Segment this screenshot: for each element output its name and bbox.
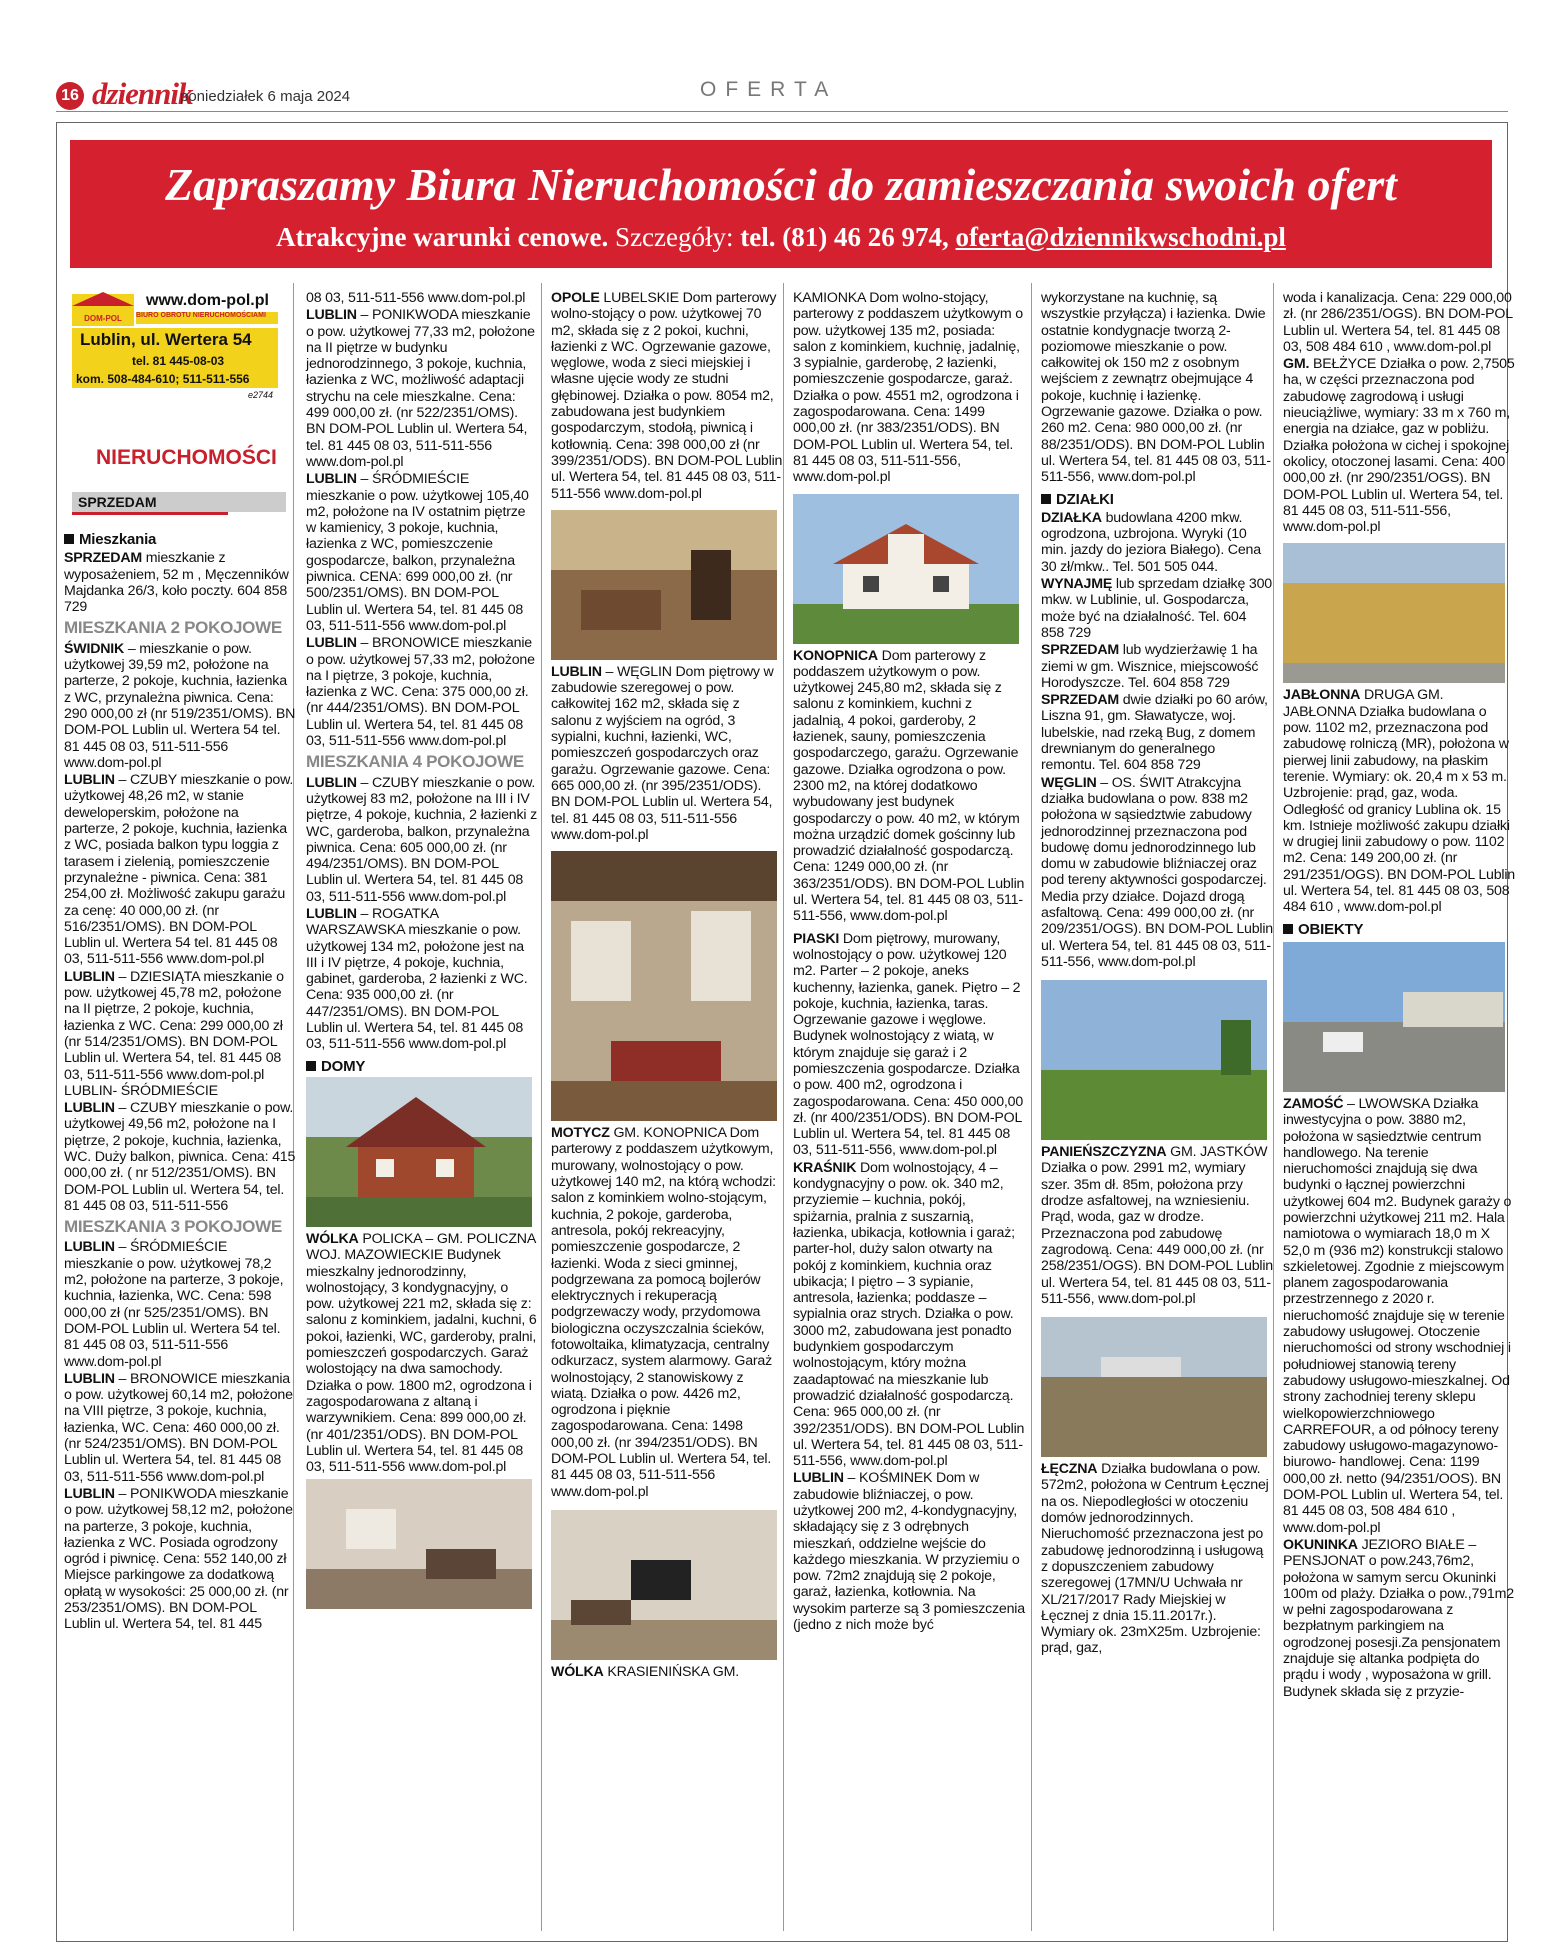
section-title: OFERTA — [700, 78, 838, 101]
listing: LUBLIN – KOŚMINEK Dom w zabudowie bliźniaczej, o pow. użytkowej 200 m2, 4-kondygnacyjny, składający się z 3 odrębnych mieszkań, oddzielne wejście do każdego mieszkania. W przyziemiu o pow. 72m2 znajdują się 2 pokoje, garaż, łazienka, kotłownia. Na wysokim parterze są 3 pomieszczenia (jedno z nich może być — [793, 1470, 1025, 1634]
roof-icon — [72, 292, 134, 306]
header-rule — [56, 111, 1508, 112]
subcategory-heading: MIESZKANIA 3 POKOJOWE — [64, 1217, 282, 1237]
ad-code: e2744 — [248, 390, 274, 400]
listing: ŁĘCZNA Działka budowlana o pow. 572m2, położona w Centrum Łęcznej na os. Niepodległości w otoczeniu domów jednorodzinnych. Nieruchomość przeznaczona jest po zabudowę jednorodzinną i usługową z dopuszczeniem zabudowy szeregowej (17MN/U Uchwała nr XL/217/2017 Rady Miejskiej w Łęcznej z dnia 15.11.2017r.). Wymiary ok. 23mX25m. Uzbrojenie: prąd, gaz, — [1041, 1461, 1269, 1657]
listing: LUBLIN – PONIKWODA mieszkanie o pow. użytkowej 58,12 m2, położone na parterze, 3 pokoje, kuchnia, łazienka z WC. Posiada ogrodzony ogród i piwnicę. Cena: 552 140,00 zł Miejsce parkingowe za dodatkową opłatą w wysokości: 25 000,00 zł. (nr 253/2351/OMS). BN DOM-POL Lublin ul. Wertera 54, tel. 81 445 — [64, 1485, 293, 1633]
salon-photo — [551, 1510, 777, 1660]
ad-tagline: BIURO OBROTU NIERUCHOMOŚCIAMI — [136, 312, 278, 324]
column-2 — [306, 290, 538, 1609]
column-6 — [1283, 290, 1515, 1701]
listing: GM. BEŁŻYCE Działka o pow. 2,7505 ha, w części przeznaczona pod zabudowę zagrodową i usługi nieuciążliwe, wymiary: 33 m x 760 m, energia na działce, gaz w pobliżu. Działka położona w cichej i spokojnej okolicy, otoczonej lasami. Cena: 400 000,00 zł. (nr 290/2351/OGS). BN DOM-POL Lublin ul. Wertera 54, tel. 81 445 08 03, 511-511-556, www.dom-pol.pl — [1283, 356, 1515, 536]
listing: wykorzystane na kuchnię, są wszystkie przyłącza) i łazienka. Dwie ostatnie kondygnacje tworzą 2-poziomowe mieszkanie o pow. całkowitej ok 150 m2 z osobnym wejściem z zewnątrz obejmujące 4 pokoje, kuchnię i łazienkę. Ogrzewanie gazowe. Działka o pow. 260 m2. Cena: 980 000,00 zł. (nr 88/2351/ODS). BN DOM-POL Lublin ul. Wertera 54, tel. 81 445 08 03, 511-511-556, www.dom-pol.pl — [1041, 290, 1271, 486]
ad-brand: DOM-POL — [84, 314, 122, 323]
listing: KRAŚNIK Dom wolnostojący, 4 – kondygnacyjny o pow. ok. 340 m2, przyziemie – kuchnia, pokój, spiżarnia, pralnia z suszarnią, łazienka, ubikacja, kotłownia i garaż; parter-hol, duży salon otwarty na pokój z kominkiem, kuchnia oraz ubikacja; I piętro – 3 sypianie, antresola, łazienka; poddasze – sypialnia oraz strych. Działka o pow. 3000 m2, zabudowana jest ponadto budynkiem gospodarczym wolnostojącym, który można zaadaptować na mieszkanie lub prowadzić działalność gospodarczą. Cena: 965 000,00 zł. (nr 392/2351/ODS). BN DOM-POL Lublin ul. Wertera 54, tel. 81 445 08 03, 511-511-556, www.dom-pol.pl — [793, 1159, 1025, 1470]
subcategory-heading: Mieszkania — [64, 532, 296, 548]
banner-title: Zapraszamy Biura Nieruchomości do zamieszczania swoich ofert — [165, 159, 1397, 210]
listing: WÓLKA POLICKA – GM. POLICZNA WOJ. MAZOWIECKIE Budynek mieszkalny jednorodzinny, wolnostojący, 3 kondygnacyjny, o pow. użytkowej 221 m2, składa się z: salonu z kominkiem, jadalni, kuchni, 6 pokoi, łazienki, WC, garderoby, pralni, pomieszczeń gospodarczych. Garaż wolostojący na dwa samochody. Działka o pow. 1800 m2, ogrodzona i zagospodarowana z altaną i warzywnikiem. Cena: 899 000,00 zł. (nr 401/2351/ODS). BN DOM-POL Lublin ul. Wertera 54, tel. 81 445 08 03, 511-511-556 www.dom-pol.pl — [306, 1230, 537, 1476]
listing: JABŁONNA DRUGA GM. JABŁONNA Działka budowlana o pow. 1102 m2, przeznaczona pod zabudowę rolniczą (MR), położona w pierwej linii zabudowy, na płaskim terenie. Wymiary: ok. 20,4 m x 53 m. Uzbrojenie: prąd, gaz, woda. Odległość od granicy Lublina ok. 15 km. Istnieje możliwość zakupu działki w drugiej linii zabudowy o pow. 1102 m2. Cena: 149 200,00 zł. (nr 291/2351/OGS). BN DOM-POL Lublin ul. Wertera 54, tel. 81 445 08 03, 508 484 610 , www.dom-pol.pl — [1283, 687, 1516, 916]
banner-plain: Szczegóły: — [615, 222, 734, 252]
listing: SPRZEDAM mieszkanie z wyposażeniem, 52 m , Męczenników Majdanka 26/3, koło poczty. 604 858 729 — [64, 550, 289, 616]
interior-photo — [306, 1479, 532, 1609]
listing: LUBLIN – ŚRÓDMIEŚCIE mieszkanie o pow. użytkowej 78,2 m2, położone na parterze, 3 pokoje, kuchnia, łazienka, WC. Cena: 598 000,00 zł (nr 525/2351/OMS). BN DOM-POL Lublin ul. Wertera 54 tel. 81 445 08 03, 511-511-556 www.dom-pol.pl — [64, 1239, 284, 1370]
subcategory-heading: DZIAŁKI — [1041, 492, 1273, 508]
listing: woda i kanalizacja. Cena: 229 000,00 zł. (nr 286/2351/OGS). BN DOM-POL Lublin ul. Wertera 54, tel. 81 445 08 03, 508 484 610 , www.dom-pol.pl — [1283, 290, 1513, 355]
house-photo — [306, 1077, 532, 1227]
promo-banner — [70, 140, 1492, 268]
listing: KONOPNICA Dom parterowy z poddaszem użytkowym o pow. użytkowej 245,80 m2, składa się z salonu z kominkiem, kuchni z jadalnią, 4 pokoi, garderoby, 2 łazienek, sauny, pomieszczenia gospodarczego, garażu. Ogrzewanie gazowe. Działka ogrodzona o pow. 2300 m2, na której dodatkowo wybudowany jest budynek gospodarczy o pow. 40 m2, w którym można urządzić domek gościnny lub prowadzić działalność gospodarczą. Cena: 1249 000,00 zł. (nr 363/2351/ODS). BN DOM-POL Lublin ul. Wertera 54, tel. 81 445 08 03, 511-511-556, www.dom-pol.pl — [793, 647, 1025, 925]
listing: DZIAŁKA budowlana 4200 mkw. ogrodzona, uzbrojona. Wyryki (10 min. jazdy do jeziora Białego). Cena 30 zł/mkw.. Tel. 501 505 044. — [1041, 509, 1261, 575]
villa-photo — [793, 494, 1019, 644]
subcategory-heading: DOMY — [306, 1059, 538, 1075]
issue-date: poniedziałek 6 maja 2024 — [180, 88, 351, 105]
subcategory-heading: MIESZKANIA 4 POKOJOWE — [306, 752, 524, 772]
listing: ŚWIDNIK – mieszkanie o pow. użytkowej 39,59 m2, położone na parterze, 2 pokoje, kuchnia, łazienka z WC, przynależna piwnica. Cena: 290 000,00 zł (nr 519/2351/OMS). BN DOM-POL Lublin ul. Wertera 54 tel. 81 445 08 03, 511-511-556 www.dom-pol.pl — [64, 640, 296, 771]
column-1 — [64, 526, 296, 1634]
banner-email-link[interactable]: oferta@dziennikwschodni.pl — [955, 222, 1286, 252]
listing: LUBLIN – DZIESIĄTA mieszkanie o pow. użytkowej 45,78 m2, położone na II piętrze, 2 pokoje, kuchnia, łazienka z WC. Cena: 299 000,00 zł (nr 514/2351/OMS). BN DOM-POL Lublin ul. Wertera 54, tel. 81 445 08 03, 511-511-556 www.dom-pol.pl LUBLIN- ŚRÓDMIEŚCIE — [64, 968, 284, 1099]
subcategory-heading: MIESZKANIA 2 POKOJOWE — [64, 618, 282, 638]
listing: LUBLIN – CZUBY mieszkanie o pow. użytkowej 83 m2, położone na III i IV piętrze, 4 pokoje, kuchnia, 2 łazienki z WC, garderoba, balkon, przynależna piwnica. Cena: 605 000,00 zł. (nr 494/2351/OMS). BN DOM-POL Lublin ul. Wertera 54, tel. 81 445 08 03, 511-511-556 www.dom-pol.pl — [306, 774, 537, 905]
listing: LUBLIN – BRONOWICE mieszkania o pow. użytkowej 60,14 m2, położone na VIII piętrze, 3 pokoje, kuchnia, łazienka, WC. Cena: 460 000,00 zł. (nr 524/2351/OMS). BN DOM-POL Lublin ul. Wertera 54, tel. 81 445 08 03, 511-511-556 www.dom-pol.pl — [64, 1370, 293, 1485]
listing: LUBLIN – CZUBY mieszkanie o pow. użytkowej 49,56 m2, położone na I piętrze, 2 pokoje, kuchnia, łazienka, WC. Duży balkon, piwnica. Cena: 415 000,00 zł. ( nr 512/2351/OMS). BN DOM-POL Lublin ul. Wertera 54, tel. 81 445 08 03, 511-511-556 — [64, 1100, 296, 1214]
listing: OKUNINKA JEZIORO BIAŁE – PENSJONAT o pow.243,76m2, położona w samym sercu Okuninki 100m od plaży. Działka o pow.,791m2 w pełni zagospodarowana z bezpłatnym parkingiem na ogrodzonej posesji.Za pensjonatem znajduje się altanka podpięta do prądu i wody , wyposażona w grill. Budynek składa się z przyzie- — [1283, 1536, 1514, 1700]
column-divider — [1031, 283, 1032, 1931]
listing: PANIEŃSZCZYZNA GM. JASTKÓW Działka o pow. 2991 m2, wymiary szer. 35m dł. 85m, położona przy drodze asfaltowej, na wzniesieniu. Prąd, woda, gaz w drodze. Przeznaczona pod zabudowę zagrodową. Cena: 449 000,00 zł. (nr 258/2351/OGS). BN DOM-POL Lublin ul. Wertera 54, tel. 81 445 08 03, 511-511-556, www.dom-pol.pl — [1041, 1144, 1274, 1307]
listing: OPOLE LUBELSKIE Dom parterowy wolno-stojący o pow. użytkowej 70 m2, składa się z 2 pokoi, kuchni, łazienki z WC. Ogrzewanie gazowe, węglowe, woda z sieci miejskiej i własne ujęcie wody ze studni głębinowej. Działka o pow. 8054 m2, zabudowana jest budynkiem gospodarczym, stodołą, piwnicą i kotłownią. Cena: 398 000,00 zł (nr 399/2351/ODS). BN DOM-POL Lublin ul. Wertera 54, tel. 81 445 08 03, 511-511-556 www.dom-pol.pl — [551, 290, 783, 502]
listing: MOTYCZ GM. KONOPNICA Dom parterowy z poddaszem użytkowym, murowany, wolnostojący o pow. użytkowej 140 m2, na którą wchodzi: salon z kominkiem wolno-stojącym, kuchnia, 2 pokoje, garderoba, antresola, pokój rekreacyjny, pomieszczenie gospodarcze, 2 łazienki. Woda z sieci gminnej, podgrzewana za pomocą bojlerów elektrycznych i rekuperacją podgrzewaczy wody, przydomowa biologiczna oczyszczalnia ścieków, fotowoltaika, klimatyzacja, centralny odkurzacz, system alarmowy. Garaż wolnostojący, 2 stanowiskowy z wiatą. Działka o pow. 4426 m2, ogrodzona i pięknie zagospodarowana. Cena: 1498 000,00 zł. (nr 394/2351/ODS). BN DOM-POL Lublin ul. Wertera 54, tel. 81 445 08 03, 511-511-556 www.dom-pol.pl — [551, 1125, 776, 1500]
listing: LUBLIN – BRONOWICE mieszkanie o pow. użytkowej 57,33 m2, położone na I piętrze, 3 pokoje, kuchnia, łazienka z WC. Cena: 375 000,00 zł. (nr 444/2351/OMS). BN DOM-POL Lublin ul. Wertera 54, tel. 81 445 08 03, 511-511-556 www.dom-pol.pl — [306, 635, 535, 750]
field-photo — [1041, 980, 1267, 1140]
open-space-photo — [551, 851, 777, 1121]
sprzedam-header: SPRZEDAM — [72, 492, 286, 512]
listing: KAMIONKA Dom wolno-stojący, parterowy z poddaszem użytkowym o pow. użytkowej 135 m2, posiada: salon z kominkiem, kuchnię, jadalnię, 3 sypialnie, garderobę, 2 łazienki, pomieszczenie gospodarcze, garaż. Działka o pow. 4551 m2, ogrodzona i zagospodarowana. Cena: 1499 000,00 zł. (nr 383/2351/ODS). BN DOM-POL Lublin ul. Wertera 54, tel. 81 445 08 03, 511-511-556, www.dom-pol.pl — [793, 290, 1023, 486]
column-4 — [793, 290, 1025, 1634]
listing: LUBLIN – ŚRÓDMIEŚCIE mieszkanie o pow. użytkowej 105,40 m2, położone na IV ostatnim piętrze w kamienicy, 3 pokoje, kuchnia, łazienka z WC, pomieszczenie gospodarcze, balkon, przynależna piwnica. CENA: 699 000,00 zł. (nr 500/2351/OMS). BN DOM-POL Lublin ul. Wertera 54, tel. 81 445 08 03, 511-511-556 www.dom-pol.pl — [306, 471, 529, 634]
listing: LUBLIN – ROGATKA WARSZAWSKA mieszkanie o pow. użytkowej 134 m2, położone jest na III i IV piętrze, 4 pokoje, kuchnia, gabinet, garderoba, 2 łazienki z WC. Cena: 935 000,00 zł. (nr 447/2351/OMS). BN DOM-POL Lublin ul. Wertera 54, tel. 81 445 08 03, 511-511-556 www.dom-pol.pl — [306, 905, 528, 1053]
ad-address: Lublin, ul. Wertera 54 — [80, 330, 252, 349]
ad-website: www.dom-pol.pl — [146, 292, 269, 309]
column-divider — [783, 283, 784, 1931]
listing: SPRZEDAM dwie działki po 60 arów, Liszna 91, gm. Sławatycze, woj. lubelskie, nad rzeką Bug, z domem drewnianym do generalnego remontu. Tel. 604 858 729 — [1041, 692, 1268, 774]
listing: WĘGLIN – OS. ŚWIT Atrakcyjna działka budowlana o pow. 838 m2 położona w sąsiedztwie zabudowy jednorodzinnej przeznaczona pod budowę domu jednorodzinnego lub domu w zabudowie bliźniaczej oraz pod tereny aktywności gospodarczej. Media przy działce. Dojazd drogą asfaltową. Cena: 499 000,00 zł. (nr 209/2351/OGS). BN DOM-POL Lublin ul. Wertera 54, tel. 81 445 08 03, 511-511-556, www.dom-pol.pl — [1041, 774, 1274, 970]
listing: LUBLIN – CZUBY mieszkanie o pow. użytkowej 48,26 m2, w stanie deweloperskim, położone na parterze, 2 pokoje, kuchnia, łazienka z WC, posiada balkon typu loggia z tarasem i zielenią, pomieszczenie przynależne - piwnica. Cena: 381 254,00 zł. Możliwość zakupu garażu za cenę: 40 000,00 zł. (nr 516/2351/OMS). BN DOM-POL Lublin ul. Wertera 54 tel. 81 445 08 03, 511-511-556 www.dom-pol.pl — [64, 772, 294, 968]
living-room-photo — [551, 510, 777, 660]
wheat-field-photo — [1283, 543, 1505, 683]
column-divider — [541, 283, 542, 1931]
column-divider — [1273, 283, 1274, 1931]
newspaper-logo: dziennik — [92, 76, 193, 111]
commercial-lot-photo — [1283, 942, 1505, 1092]
listing: ZAMOŚĆ – LWOWSKA Działka inwestycyjna o pow. 3880 m2, położona w sąsiedztwie centrum handlowego. Na terenie nieruchomości znajdują się dwa budynki o łącznej powierzchni użytkowej 604 m2. Budynek garaży o powierzchni użytkowej 211 m2. Hala namiotowa o wymiarach 18,0 m X 52,0 m (936 m2) konstrukcji stalowo szkieletowej. Zgodnie z miejscowym planem zagospodarowania przestrzennego z 2020 r. nieruchomość znajduje się w terenie zabudowy usługowej. Otoczenie nieruchomości od strony wschodniej i południowej stanowią tereny zabudowy usługowo-mieszkalnej. Od strony zachodniej tereny sklepu wielkopowierzchniowego CARREFOUR, a od północy tereny zabudowy usługowo-magazynowo-biurowo- handlowej. Cena: 1199 000,00 zł. netto (94/2351/OOS). BN DOM-POL Lublin ul. Wertera 54, tel. 81 445 08 03, 508 484 610 , www.dom-pol.pl — [1283, 1095, 1512, 1536]
column-5 — [1041, 290, 1273, 1658]
sprzedam-underline — [72, 512, 228, 515]
banner-bold: Atrakcyjne warunki cenowe. — [276, 222, 609, 252]
ad-phone: tel. 81 445-08-03 — [132, 354, 225, 368]
listing: LUBLIN – WĘGLIN Dom piętrowy w zabudowie szeregowej o pow. całkowitej 162 m2, składa się z salonu z wyjściem na ogród, 3 sypialni, kuchni, łazienki, WC, pomieszczeń gospodarczych oraz garażu. Ogrzewanie gazowe. Cena: 665 000,00 zł. (nr 395/2351/ODS). BN DOM-POL Lublin ul. Wertera 54, tel. 81 445 08 03, 511-511-556 www.dom-pol.pl — [551, 663, 774, 843]
banner-subline — [70, 222, 1492, 253]
page-number: 16 — [56, 82, 84, 110]
ad-mobile: kom. 508-484-610; 511-511-556 — [76, 372, 250, 386]
dompol-ad — [72, 292, 280, 402]
column-3 — [551, 290, 783, 1681]
banner-phone: tel. (81) 46 26 974, — [740, 222, 949, 252]
listing: LUBLIN – PONIKWODA mieszkanie o pow. użytkowej 77,33 m2, położone na II piętrze w budynku jednorodzinnego, 3 pokoje, kuchnia, łazienka z WC, możliwość adaptacji strychu na cele mieszkalne. Cena: 499 000,00 zł. (nr 522/2351/OMS). BN DOM-POL Lublin ul. Wertera 54, tel. 81 445 08 03, 511-511-556 www.dom-pol.pl — [306, 307, 535, 470]
subcategory-heading: OBIEKTY — [1283, 922, 1515, 938]
category-title: NIERUCHOMOŚCI — [96, 446, 277, 469]
listing: WYNAJMĘ lub sprzedam działkę 300 mkw. w Lublinie, ul. Gospodarcza, może być na działalność. Tel. 604 858 729 — [1041, 576, 1272, 641]
plot-photo — [1041, 1317, 1267, 1457]
listing: WÓLKA KRASIENIŃSKA GM. — [551, 1663, 739, 1680]
listing: PIASKI Dom piętrowy, murowany, wolnostojący o pow. użytkowej 120 m2. Parter – 2 pokoje, aneks kuchenny, łazienka, ganek. Piętro – 2 pokoje, kuchnia, łazienka, taras. Ogrzewanie gazowe i węglowe. Budynek wolnostojący z wiatą, w którym znajduje się garaż i 2 pomieszczenia gospodarcze. Działka o pow. 400 m2, ogrodzona i zagospodarowana. Cena: 450 000,00 zł. (nr 400/2351/ODS). BN DOM-POL Lublin ul. Wertera 54, tel. 81 445 08 03, 511-511-556, www.dom-pol.pl — [793, 930, 1024, 1159]
listing: SPRZEDAM lub wydzierżawię 1 ha ziemi w gm. Wisznice, miejscowość Horodyszcze. Tel. 604 858 729 — [1041, 642, 1259, 691]
listing: 08 03, 511-511-556 www.dom-pol.pl — [306, 290, 526, 306]
